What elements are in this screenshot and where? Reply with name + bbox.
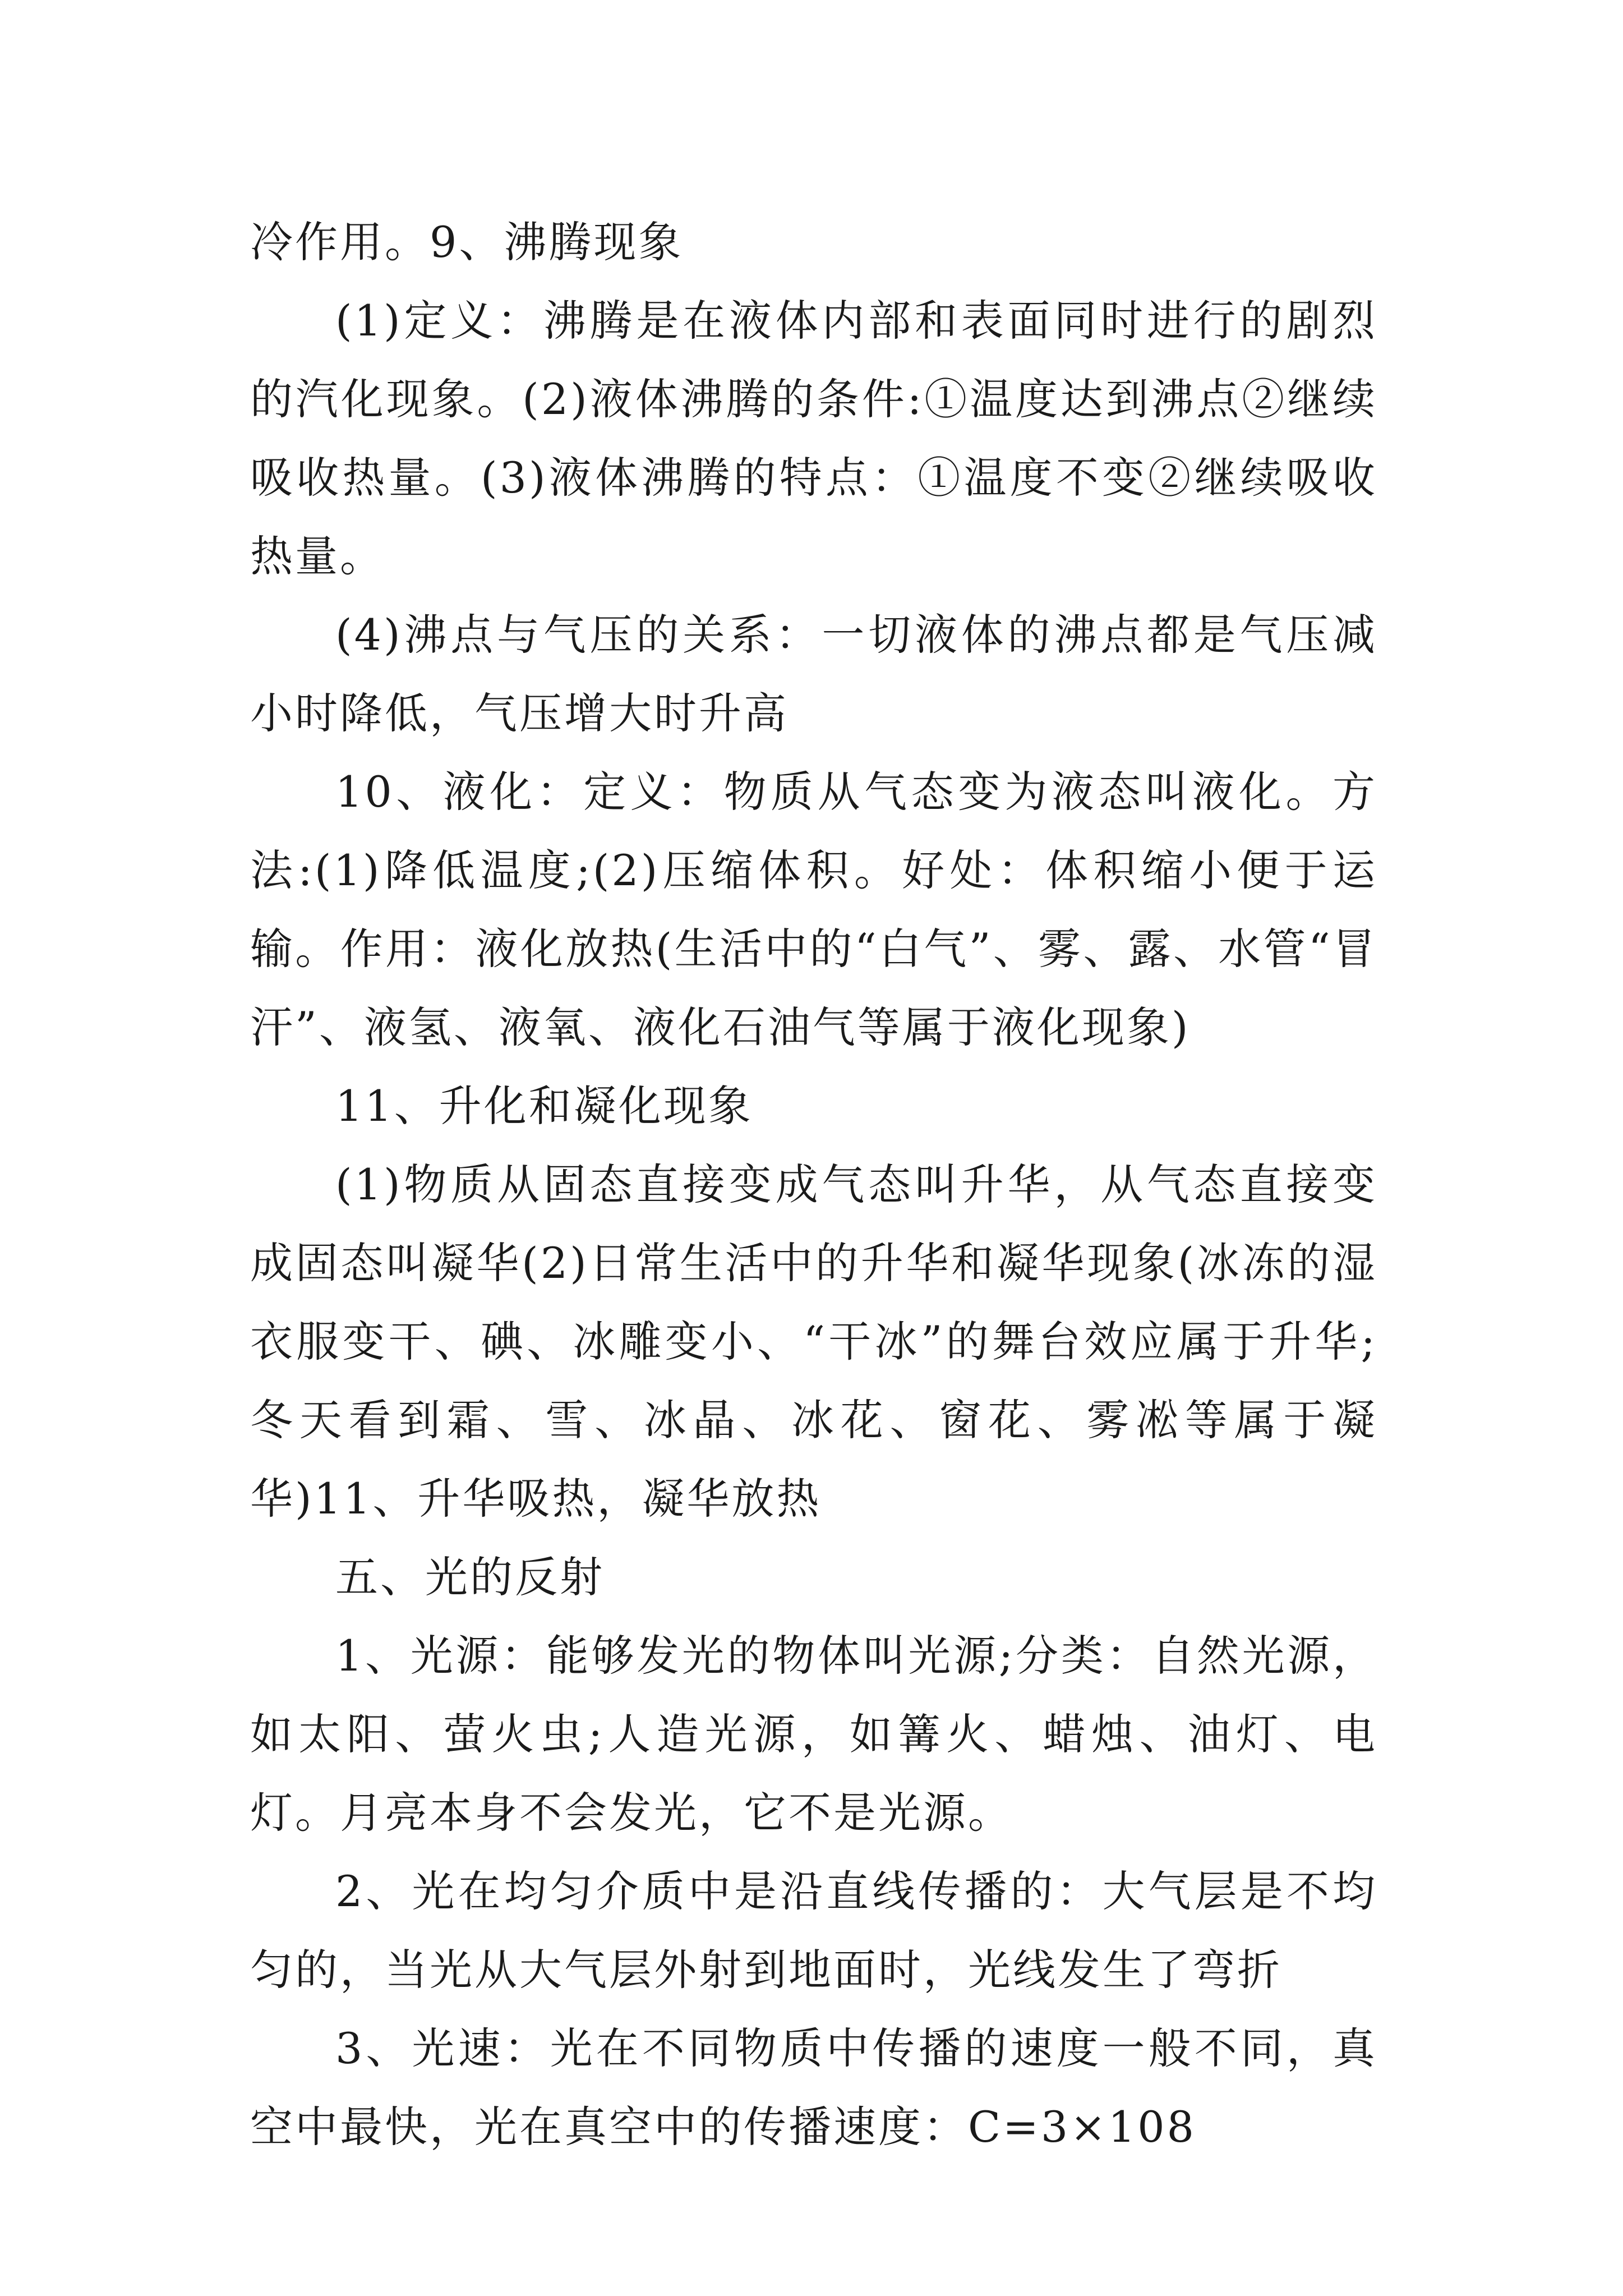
paragraph-liquefaction: 10、液化：定义：物质从气态变为液态叫液化。方法:(1)降低温度;(2)压缩体积。好处：体积缩小便于运输。作用：液化放热(生活中的“白气”、雾、露、水管“冒汗”、液氢、液氧、液化石油气等属于液化现象) [250,767,1377,1052]
paragraph-boiling-intro: 冷作用。9、沸腾现象 [250,217,684,267]
paragraph-light-propagation: 2、光在均匀介质中是沿直线传播的：大气层是不均匀的，当光从大气层外射到地面时，光线发生了弯折 [250,1866,1377,1995]
section-heading-light-reflection: 五、光的反射 [335,1552,605,1602]
paragraph-light-speed: 3、光速：光在不同物质中传播的速度一般不同，真空中最快，光在真空中的传播速度：C=3×108 [250,2023,1377,2152]
paragraph-boiling-pressure: (4)沸点与气压的关系：一切液体的沸点都是气压减小时降低，气压增大时升高 [250,610,1377,738]
paragraph-light-source: 1、光源：能够发光的物体叫光源;分类：自然光源，如太阳、萤火虫;人造光源，如篝火、蜡烛、油灯、电灯。月亮本身不会发光，它不是光源。 [250,1631,1377,1838]
paragraph-sublimation-detail: (1)物质从固态直接变成气态叫升华，从气态直接变成固态叫凝华(2)日常生活中的升华和凝华现象(冰冻的湿衣服变干、碘、冰雕变小、“干冰”的舞台效应属于升华;冬天看到霜、雪、冰晶、冰花、窗花、雾凇等属于凝华)11、升华吸热，凝华放热 [250,1159,1377,1524]
document-body [250,203,1377,2166]
paragraph-boiling-definition: (1)定义：沸腾是在液体内部和表面同时进行的剧烈的汽化现象。(2)液体沸腾的条件:①温度达到沸点②继续吸收热量。(3)液体沸腾的特点：①温度不变②继续吸收热量。 [250,296,1377,581]
paragraph-sublimation-heading: 11、升化和凝化现象 [335,1081,753,1131]
